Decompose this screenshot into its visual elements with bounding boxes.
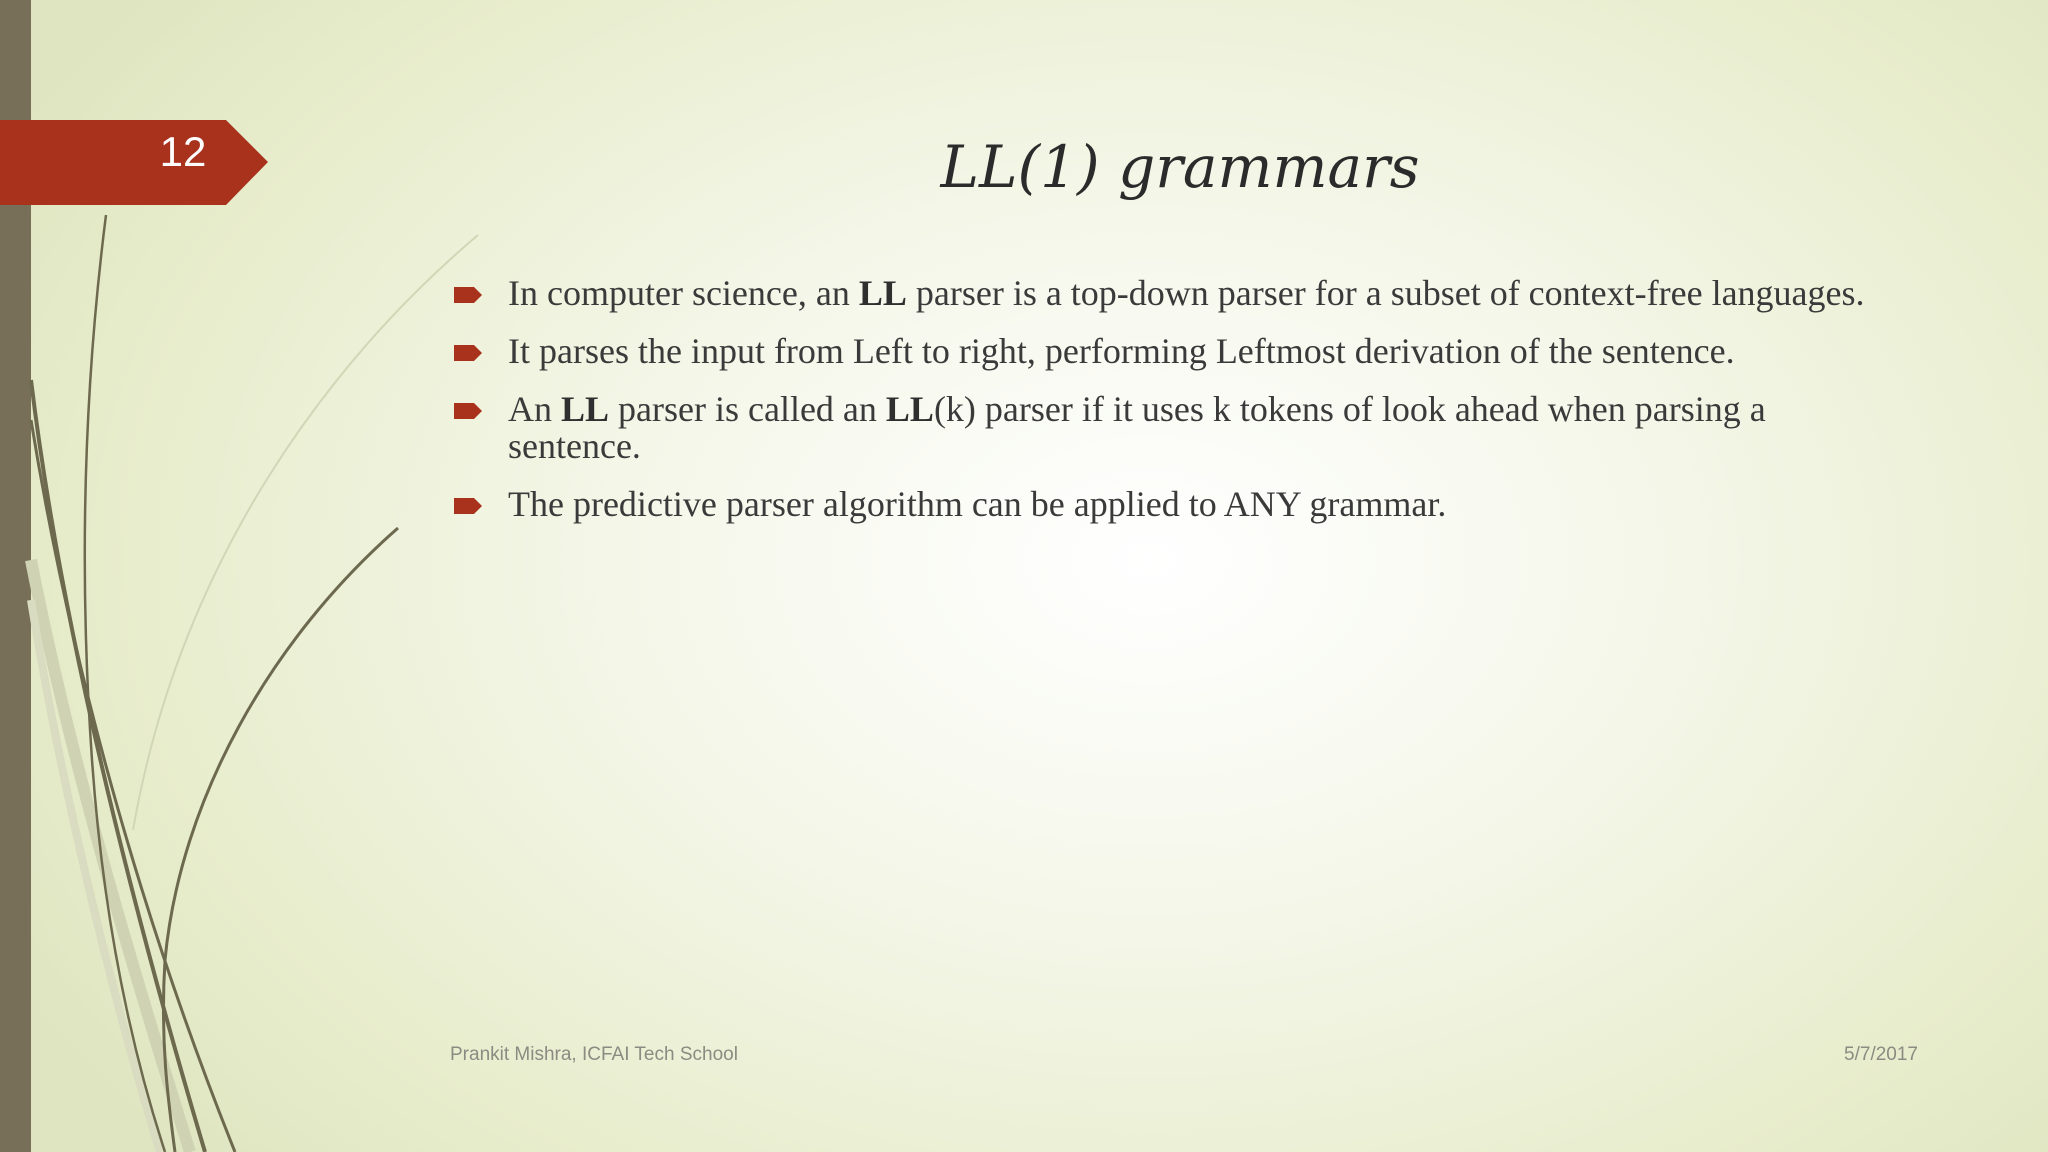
arrow-bullet-icon: [454, 345, 482, 361]
bullet-text: parser is called an: [609, 389, 886, 429]
arrow-bullet-icon: [454, 403, 482, 419]
footer-author: Prankit Mishra, ICFAI Tech School: [450, 1044, 738, 1065]
bullet-list: [450, 275, 1870, 544]
bullet-text: It parses the input from Left to right, performing Leftmost derivation of the sentence.: [508, 331, 1735, 371]
footer-date: 5/7/2017: [1844, 1044, 1918, 1065]
bullet-text: In computer science, an: [508, 273, 859, 313]
bullet-item: [450, 333, 1870, 370]
arrow-bullet-icon: [454, 287, 482, 303]
bullet-item: [450, 486, 1870, 523]
bullet-text: parser is a top-down parser for a subset of context-free languages.: [906, 273, 1865, 313]
slide-number: 12: [159, 128, 207, 175]
bullet-text: The predictive parser algorithm can be applied to ANY grammar.: [508, 484, 1447, 524]
slide-title: LL(1) grammars: [940, 133, 1420, 201]
bullet-item: [450, 275, 1870, 312]
bullet-bold-text: LL: [858, 273, 907, 313]
arrow-bullet-icon: [454, 498, 482, 514]
slide-number-tag: [0, 120, 268, 205]
bullet-bold-text: LL: [561, 389, 610, 429]
bullet-text: An: [508, 389, 561, 429]
bullet-item: [450, 391, 1870, 465]
bullet-text: (k) parser if it uses k tokens of look ahead when parsing a sentence.: [508, 389, 1766, 466]
bullet-bold-text: LL: [885, 389, 934, 429]
